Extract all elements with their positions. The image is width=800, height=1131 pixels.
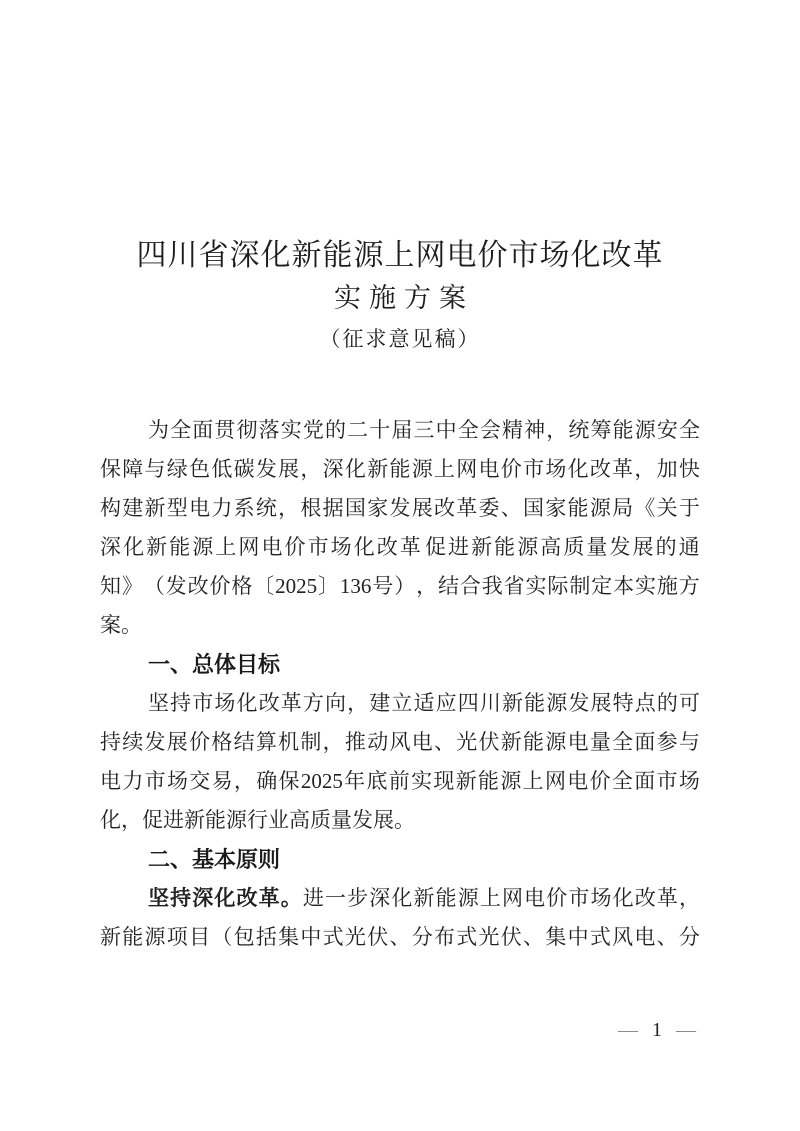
page-number-right-dash: — [676,1019,696,1041]
text-segment: 化，促进新能源行业高质量发展。 [100,808,415,832]
body-line: 坚 持 深 化 改 革 。 进 一 步 深 化 新 能 源 上 网 电 价 市 场 化 改 革 ， [148,886,700,910]
page-number-left-dash: — [618,1019,638,1041]
body-line: 知 》 （ 发 改 价 格 〔 2025 〕 136 号 ） ， 结 合 我 省 实 际 制 定 本 实 施 方 [100,574,700,598]
body-line: 保 障 与 绿 色 低 碳 发 展 ， 深 化 新 能 源 上 网 电 价 市 场 化 改 革 ， 加 快 [100,457,700,481]
section-heading [100,840,700,879]
body-line: 深 化 新 能 源 上 网 电 价 市 场 化 改 革 促 进 新 能 源 高 质 量 发 展 的 通 [100,535,700,559]
title-block [0,234,800,360]
body-line: 为 全 面 贯 彻 落 实 党 的 二 十 届 三 中 全 会 精 神 ， 统 筹 能 源 安 全 [148,418,700,442]
text-segment: 二、基本原则 [148,847,281,872]
text-segment: 一、总体目标 [148,652,281,677]
section-heading [100,645,700,684]
document-title-line2: 实施方案 [334,283,474,313]
body-line: 坚 持 市 场 化 改 革 方 向 ， 建 立 适 应 四 川 新 能 源 发 展 特 点 的 可 [148,691,700,715]
body-line [100,606,700,645]
body-line: 电 力 市 场 交 易 ， 确 保 2025 年 底 前 实 现 新 能 源 上 网 电 价 全 面 市 场 [100,769,700,793]
body-line: 构 建 新 型 电 力 系 统 ， 根 据 国 家 发 展 改 革 委 、 国 家 能 源 局 《 关 于 [100,496,700,520]
document-title-line1: 四川省深化新能源上网电价市场化改革 [136,239,664,272]
body-line [100,801,700,840]
text-segment: 案。 [100,613,142,637]
document-subtitle: （征求意见稿） [319,327,481,351]
page-number-value: 1 [652,1019,662,1041]
page-number [618,1015,696,1045]
body-text [100,411,700,957]
body-line: 新 能 源 项 目 （ 包 括 集 中 式 光 伏 、 分 布 式 光 伏 、 集 中 式 风 电 、 分 [100,925,700,949]
body-line: 持 续 发 展 价 格 结 算 机 制 ， 推 动 风 电 、 光 伏 新 能 源 电 量 全 面 参 与 [100,730,700,754]
